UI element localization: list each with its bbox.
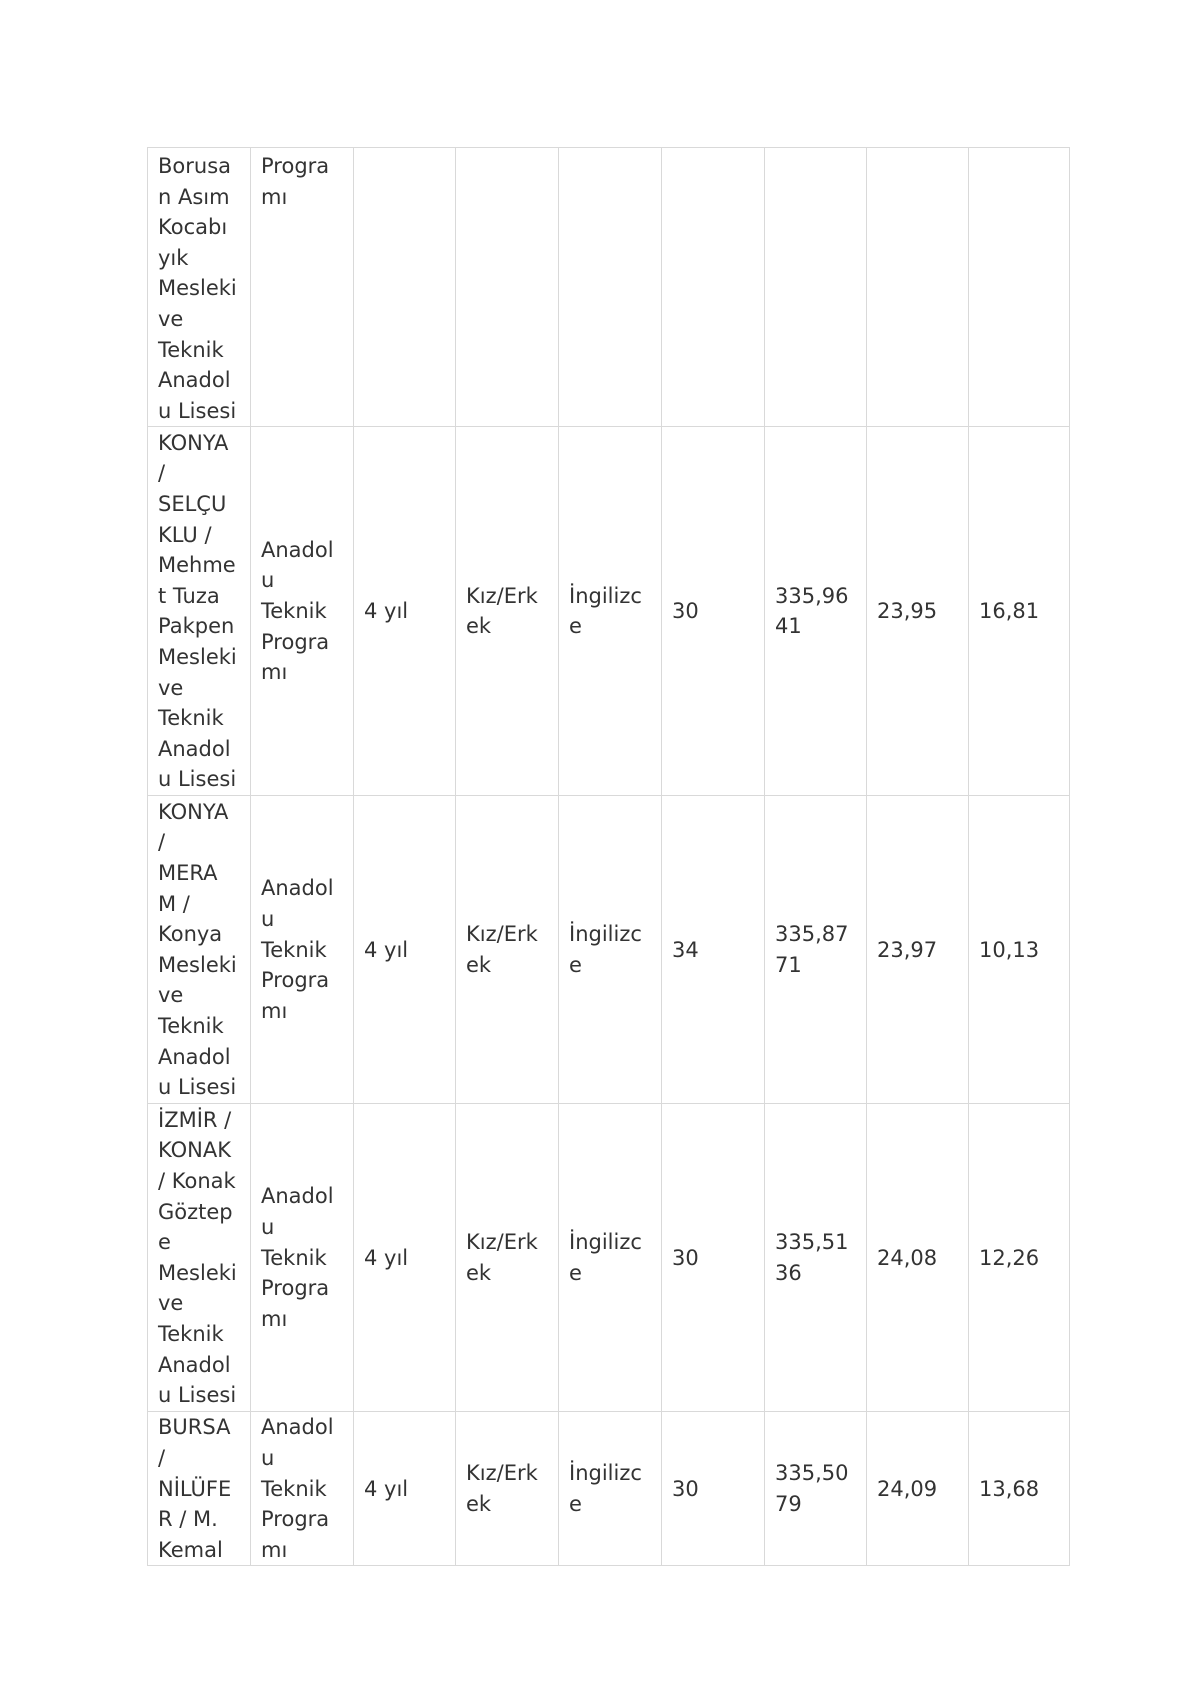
duration-cell: 4 yıl: [354, 1104, 456, 1412]
duration-cell: 4 yıl: [354, 796, 456, 1104]
quota-cell: 30: [662, 1412, 765, 1566]
duration-cell: 4 yıl: [354, 427, 456, 796]
quota-cell: 30: [662, 1104, 765, 1412]
last-col-cell: 16,81: [969, 427, 1070, 796]
percentile-cell: 24,08: [867, 1104, 969, 1412]
school-cell: Borusa n Asım Kocabı yık Mesleki ve Teknik Anadol u Lisesi: [148, 148, 251, 427]
language-cell: [559, 148, 662, 427]
language-cell: İngilizc e: [559, 427, 662, 796]
program-cell: Anadol u Teknik Progra mı: [251, 1104, 354, 1412]
percentile-cell: 23,95: [867, 427, 969, 796]
min-score-cell: 335,51 36: [765, 1104, 867, 1412]
program-cell: Anadol u Teknik Progra mı: [251, 427, 354, 796]
table-row: [148, 1104, 1070, 1412]
language-cell: İngilizc e: [559, 796, 662, 1104]
school-cell: BURSA / NİLÜFE R / M. Kemal: [148, 1412, 251, 1566]
language-cell: İngilizc e: [559, 1412, 662, 1566]
gender-cell: Kız/Erk ek: [456, 796, 559, 1104]
duration-cell: 4 yıl: [354, 1412, 456, 1566]
min-score-cell: [765, 148, 867, 427]
program-table: [147, 147, 1070, 1566]
duration-cell: [354, 148, 456, 427]
table-row: [148, 796, 1070, 1104]
school-cell: KONYA / SELÇU KLU / Mehme t Tuza Pakpen Mesleki ve Teknik Anadol u Lisesi: [148, 427, 251, 796]
language-cell: İngilizc e: [559, 1104, 662, 1412]
gender-cell: Kız/Erk ek: [456, 1412, 559, 1566]
table-row: [148, 427, 1070, 796]
last-col-cell: 13,68: [969, 1412, 1070, 1566]
table-row: [148, 1412, 1070, 1566]
percentile-cell: 23,97: [867, 796, 969, 1104]
program-cell: Anadol u Teknik Progra mı: [251, 1412, 354, 1566]
table-row: [148, 148, 1070, 427]
last-col-cell: 12,26: [969, 1104, 1070, 1412]
gender-cell: Kız/Erk ek: [456, 1104, 559, 1412]
min-score-cell: 335,96 41: [765, 427, 867, 796]
gender-cell: [456, 148, 559, 427]
quota-cell: 34: [662, 796, 765, 1104]
school-cell: KONYA / MERA M / Konya Mesleki ve Teknik Anadol u Lisesi: [148, 796, 251, 1104]
min-score-cell: 335,50 79: [765, 1412, 867, 1566]
last-col-cell: [969, 148, 1070, 427]
percentile-cell: [867, 148, 969, 427]
percentile-cell: 24,09: [867, 1412, 969, 1566]
quota-cell: [662, 148, 765, 427]
program-cell: Progra mı: [251, 148, 354, 427]
quota-cell: 30: [662, 427, 765, 796]
last-col-cell: 10,13: [969, 796, 1070, 1104]
min-score-cell: 335,87 71: [765, 796, 867, 1104]
program-cell: Anadol u Teknik Progra mı: [251, 796, 354, 1104]
school-cell: İZMİR / KONAK / Konak Göztep e Mesleki ve Teknik Anadol u Lisesi: [148, 1104, 251, 1412]
gender-cell: Kız/Erk ek: [456, 427, 559, 796]
